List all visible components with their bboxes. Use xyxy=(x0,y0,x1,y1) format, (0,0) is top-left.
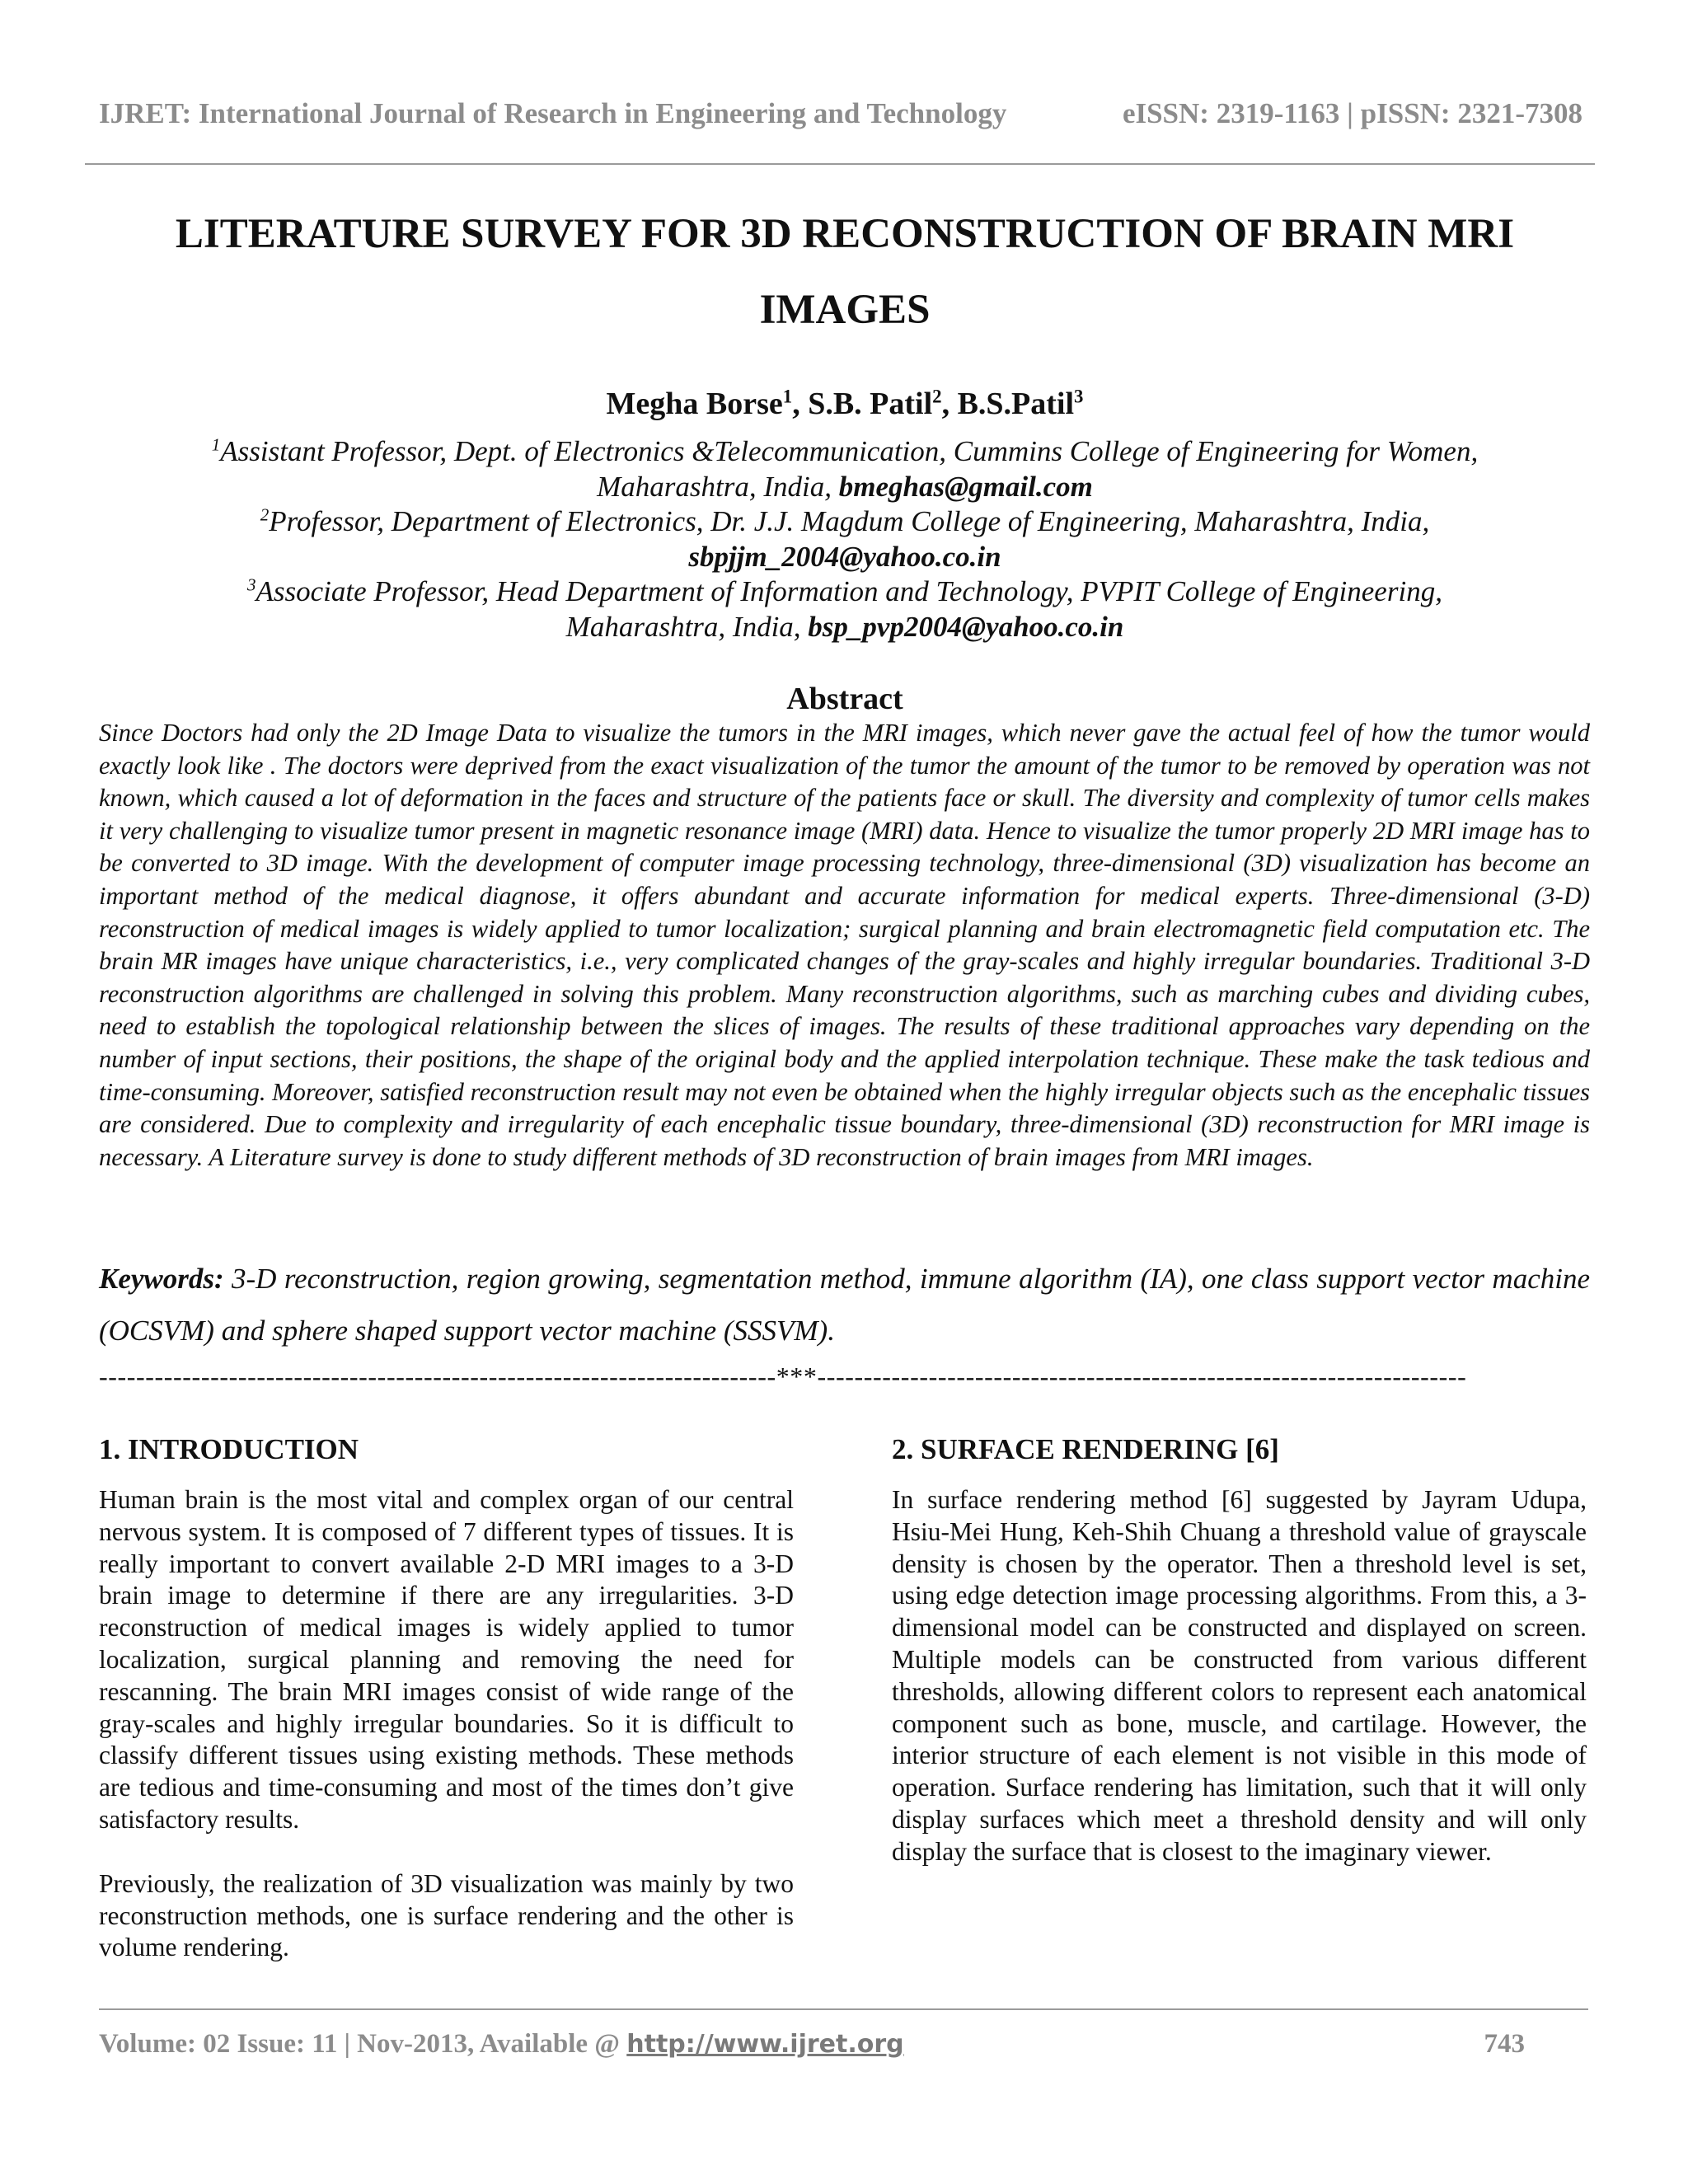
section-heading-introduction: 1. INTRODUCTION xyxy=(99,1433,359,1465)
affiliation-location: Maharashtra, India, xyxy=(565,610,809,643)
journal-url-link[interactable]: http://www.ijret.org xyxy=(626,2030,904,2059)
journal-name: IJRET: International Journal of Research in Engineering and Technology xyxy=(99,97,1007,129)
author-affiliation-marker: 1 xyxy=(782,386,793,407)
author-name: Megha Borse xyxy=(606,387,783,421)
affiliation-text: Professor, Department of Electronics, Dr. J.J. Magdum College of Engineering, Maharashtra, India, xyxy=(269,505,1430,537)
left-column xyxy=(99,1430,794,1964)
affiliations xyxy=(99,434,1591,644)
author-affiliation-marker: 2 xyxy=(932,386,942,407)
affiliation-marker: 1 xyxy=(211,434,221,455)
running-header xyxy=(99,97,1582,143)
author-name: B.S.Patil xyxy=(957,387,1075,421)
title-line-2: IMAGES xyxy=(759,287,931,333)
keywords-label: Keywords: xyxy=(99,1263,224,1295)
author-name: S.B. Patil xyxy=(808,387,933,421)
author-list xyxy=(99,379,1591,429)
keywords-text: 3-D reconstruction, region growing, segmentation method, immune algorithm (IA), one class support vector machine (OCSVM) and sphere shaped support vector machine (SSSVM). xyxy=(99,1263,1590,1347)
affiliation-text: Associate Professor, Head Department of Information and Technology, PVPIT College of Engineering, xyxy=(256,575,1442,607)
author-email[interactable]: sbpjjm_2004@yahoo.co.in xyxy=(688,540,1001,573)
affiliation-location: Maharashtra, India, xyxy=(597,470,839,503)
affiliation-text: Assistant Professor, Dept. of Electronics &Telecommunication, Cummins College of Engineering for Women, xyxy=(220,435,1479,467)
paper-title xyxy=(99,196,1591,348)
affiliation-marker: 2 xyxy=(260,504,270,525)
running-footer xyxy=(99,2029,1525,2070)
issn-info: eISSN: 2319-1163 | pISSN: 2321-7308 xyxy=(1122,97,1582,129)
surface-rendering-paragraph: In surface rendering method [6] suggested by Jayram Udupa, Hsiu-Mei Hung, Keh-Shih Chuang a threshold value of grayscale density is chosen by the operator. Then a threshold level is set, using edge detection image processing algorithms. From this, a 3-dimensional model can be constructed and displayed on screen. Multiple models can be constructed from various different thresholds, allowing different colors to represent each anatomical component such as bone, muscle, and cartilage. However, the interior structure of each element is not visible in this mode of operation. Surface rendering has limitation, such that it will only display surfaces which meet a threshold density and will only display the surface that is closest to the imaginary viewer. xyxy=(892,1485,1587,1866)
author-affiliation-marker: 3 xyxy=(1074,386,1084,407)
abstract-text: Since Doctors had only the 2D Image Data to visualize the tumors in the MRI images, which never gave the actual feel of how the tumor would exactly look like . The doctors were deprived from the exact visualization of the tumor the amount of the tumor to be removed by operation was not known, which caused a lot of deformation in the faces and structure of the patients face or skull. The diversity and complexity of tumor cells makes it very challenging to visualize tumor present in magnetic resonance image (MRI) data. Hence to visualize the tumor properly 2D MRI image has to be converted to 3D image. With the development of computer image processing technology, three-dimensional (3D) visualization has become an important method of the medical diagnose, it offers abundant and accurate information for medical experts. Three-dimensional (3-D) reconstruction of medical images is widely applied to tumor localization; surgical planning and brain electromagnetic field computation etc. The brain MR images have unique characteristics, i.e., very complicated changes of the gray-scales and highly irregular boundaries. Traditional 3-D reconstruction algorithms are challenged in solving this problem. Many reconstruction algorithms, such as marching cubes and dividing cubes, need to establish the topological relationship between the slices of images. The results of these traditional approaches vary depending on the number of input sections, their positions, the shape of the original body and the applied interpolation technique. These make the task tedious and time-consuming. Moreover, satisfied reconstruction result may not even be obtained when the highly irregular objects such as the encephalic tissues are considered. Due to complexity and irregularity of each encephalic tissue boundary, three-dimensional (3D) reconstruction for MRI image is necessary. A Literature survey is done to study different methods of 3D reconstruction of brain images from MRI images. xyxy=(99,719,1590,1171)
volume-info xyxy=(99,2029,904,2060)
header-divider xyxy=(85,163,1595,165)
title-line-1: LITERATURE SURVEY FOR 3D RECONSTRUCTION OF BRAIN MRI xyxy=(175,211,1515,257)
section-heading-surface-rendering: 2. SURFACE RENDERING [6] xyxy=(892,1433,1279,1465)
author-separator: , xyxy=(941,387,958,421)
affiliation-1 xyxy=(99,434,1591,504)
introduction-paragraph-1: Human brain is the most vital and complex organ of our central nervous system. It is composed of 7 different types of tissues. It is really important to convert available 2-D MRI images to a 3-D brain image to determine if there are any irregularities. 3-D reconstruction of medical images is widely applied to tumor localization, surgical planning and removing the need for rescanning. The brain MRI images consist of wide range of the gray-scales and highly irregular boundaries. So it is difficult to classify different tissues using existing methods. These methods are tedious and time-consuming and most of the times don’t give satisfactory results. xyxy=(99,1485,794,1834)
author-separator: , xyxy=(792,387,809,421)
section-separator: -------------------------------------------------------------------------***---------------------------------------------------------------------- xyxy=(99,1361,1467,1391)
affiliation-3 xyxy=(99,574,1591,644)
introduction-paragraph-2: Previously, the realization of 3D visualization was mainly by two reconstruction methods, one is surface rendering and the other is volume rendering. xyxy=(99,1868,794,1962)
author-email[interactable]: bmeghas@gmail.com xyxy=(838,470,1093,503)
affiliation-2 xyxy=(99,504,1591,574)
page-number: 743 xyxy=(1484,2029,1525,2059)
right-column xyxy=(892,1430,1587,1868)
author-email[interactable]: bsp_pvp2004@yahoo.co.in xyxy=(808,610,1124,643)
abstract-heading: Abstract xyxy=(786,682,903,716)
keywords xyxy=(99,1253,1590,1357)
affiliation-marker: 3 xyxy=(247,574,256,595)
volume-text: Volume: 02 Issue: 11 | Nov-2013, Available @ xyxy=(99,2029,627,2059)
footer-divider xyxy=(99,2008,1588,2010)
